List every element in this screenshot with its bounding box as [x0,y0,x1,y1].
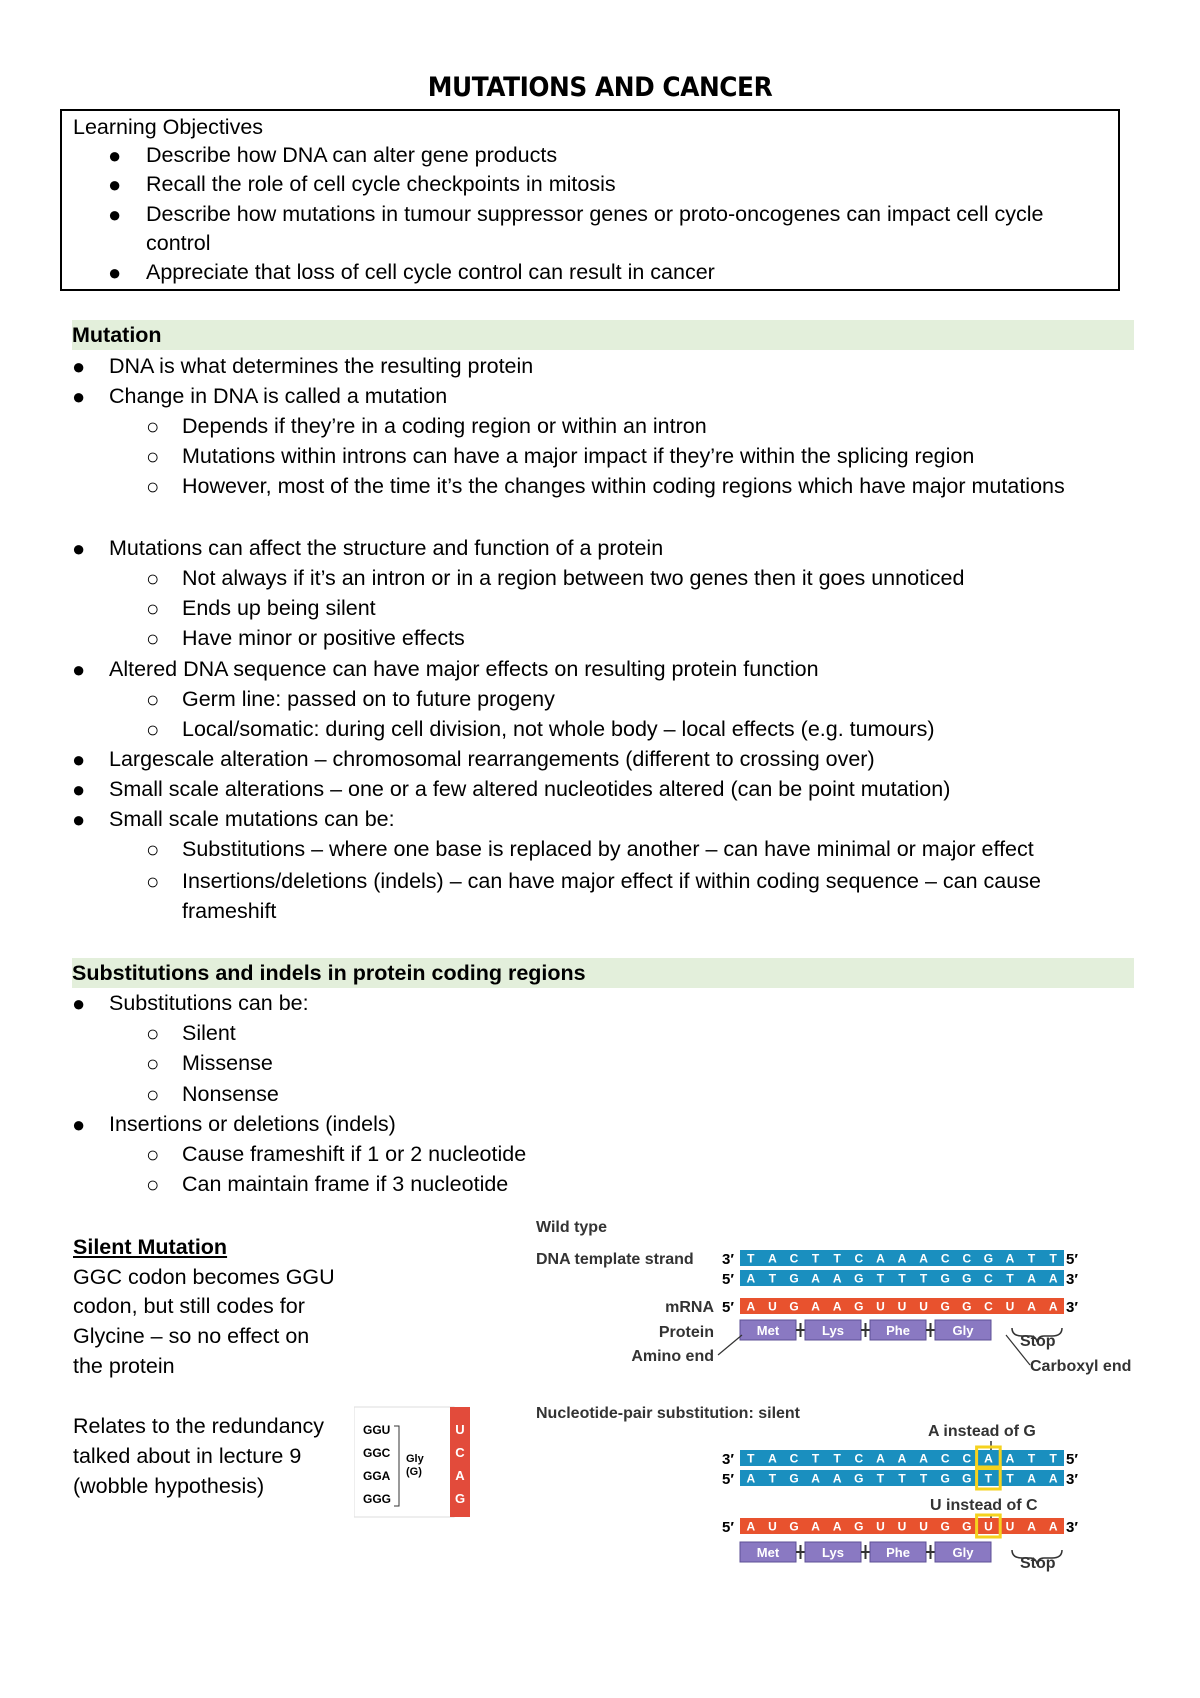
substitution-line: Missense [182,1051,273,1075]
sub-bullet-icon: ○ [146,869,160,894]
nucleotide-letter: T [1006,1271,1014,1286]
substitution-line: Insertions or deletions (indels) [109,1112,396,1136]
a-instead-label: A instead of G [928,1423,1036,1440]
nucleotide-letter: T [1049,1251,1057,1266]
mrna-label: mRNA [665,1299,714,1316]
silent-para-line: Glycine – so no effect on [73,1324,310,1348]
bullet-icon: ● [108,172,122,197]
nucleotide-letter: T [811,1251,820,1266]
bullet-icon: ● [72,991,86,1016]
nucleotide-letter: A [876,1251,885,1266]
nucleotide-letter: C [984,1299,993,1314]
nucleotide-letter: A [746,1299,756,1314]
nucleotide-letter: A [897,1451,907,1466]
nucleotide-letter: A [832,1519,842,1534]
nucleotide-letter: G [962,1471,972,1486]
substitution-line: Silent [182,1021,236,1045]
nucleotide-letter: U [768,1519,777,1534]
substitution-line: Nonsense [182,1082,279,1106]
amino-acid-label: Gly [952,1545,974,1560]
nucleotide-letter: U [1005,1299,1015,1314]
nucleotide-letter: A [1027,1471,1036,1486]
nucleotide-letter: T [811,1451,820,1466]
bullet-icon: ● [72,354,86,379]
codon-table-snippet [354,1404,470,1520]
substitution-title: Nucleotide-pair substitution: silent [536,1405,801,1422]
nucleotide-letter: A [1027,1271,1036,1286]
nucleotide-letter: G [940,1299,950,1314]
mutation-line: Mutations within introns can have a major impact if they’re within the splicing region [182,444,975,468]
nucleotide-letter: U [897,1519,907,1534]
nucleotide-letter: A [1005,1251,1015,1266]
amino-end-label: Amino end [631,1348,714,1365]
nucleotide-letter: T [898,1471,906,1486]
prime-label: 5′ [722,1271,734,1288]
nucleotide-letter: G [789,1271,799,1286]
nucleotide-letter: A [1027,1299,1036,1314]
sub-bullet-icon: ○ [146,687,160,712]
mut-coding-strand [740,1467,1064,1489]
nucleotide-letter: T [768,1471,777,1486]
nucleotide-letter: T [833,1451,841,1466]
nucleotide-letter: G [789,1299,799,1314]
nucleotide-letter: G [962,1519,972,1534]
nucleotide-letter: A [1027,1519,1036,1534]
sub-bullet-icon: ○ [146,717,160,742]
nucleotide-letter: G [854,1271,864,1286]
amino-acid-text: Gly [406,1453,424,1465]
bullet-icon: ● [108,143,122,168]
nucleotide-letter: A [768,1251,777,1266]
sub-bullet-icon: ○ [146,837,160,862]
wt-mrna-strand [740,1298,1064,1314]
nucleotide-letter: T [919,1271,928,1286]
nucleotide-letter: G [854,1299,864,1314]
nucleotide-letter: A [746,1471,756,1486]
nucleotide-letter: U [984,1519,993,1534]
sub-bullet-icon: ○ [146,1051,160,1076]
wt-template-strand [740,1250,1064,1266]
nucleotide-letter: A [1048,1519,1058,1534]
prime-label: 3′ [1066,1271,1078,1288]
amino-acid-label: Phe [886,1323,910,1338]
nucleotide-letter: G [789,1471,799,1486]
nucleotide-letter: T [1027,1451,1036,1466]
mutation-line: Substitutions – where one base is replaced by another – can have minimal or major effect [182,837,1034,861]
sub-bullet-icon: ○ [146,414,160,439]
nucleotide-letter: A [919,1451,928,1466]
nucleotide-letter: U [919,1519,928,1534]
nucleotide-letter: A [746,1519,756,1534]
wt-protein-chain [740,1320,991,1340]
mutation-line: Have minor or positive effects [182,626,465,650]
amino-acid-label: Lys [822,1545,844,1560]
amino-acid-label: Phe [886,1545,910,1560]
nucleotide-letter: U [768,1299,777,1314]
amino-acid-label: Met [756,1545,780,1560]
nucleotide-letter: A [1005,1451,1015,1466]
bullet-icon: ● [72,384,86,409]
sub-bullet-icon: ○ [146,1142,160,1167]
bullet-icon: ● [108,260,122,285]
objective-item: Recall the role of cell cycle checkpoints in mitosis [146,172,616,196]
sub-bullet-icon: ○ [146,444,160,469]
mutation-line: DNA is what determines the resulting protein [109,354,534,378]
nucleotide-letter: T [1027,1251,1036,1266]
page-title: MUTATIONS AND CANCER [427,72,773,103]
silent-para-line: talked about in lecture 9 [73,1444,302,1468]
nucleotide-letter: A [876,1451,885,1466]
nucleotide-letter: A [1048,1271,1058,1286]
stop-label: Stop [1020,1333,1056,1350]
nucleotide-letter: C [854,1251,864,1266]
silent-para-line: Relates to the redundancy [73,1414,324,1438]
base-letter: G [454,1491,466,1506]
nucleotide-letter: G [940,1519,950,1534]
codon-text: GGU [363,1423,391,1437]
nucleotide-letter: T [984,1471,993,1486]
prime-label: 3′ [722,1451,734,1468]
mut-protein-chain [740,1542,991,1562]
nucleotide-letter: A [811,1519,820,1534]
silent-para-line: codon, but still codes for [73,1294,305,1318]
sub-bullet-icon: ○ [146,1172,160,1197]
mutation-line: Germ line: passed on to future progeny [182,687,555,711]
mutation-line: Small scale mutations can be: [109,807,395,831]
objective-item: Describe how mutations in tumour suppressor genes or proto-oncogenes can impact cell cycle [146,202,1044,226]
nucleotide-letter: G [940,1271,950,1286]
objective-item: Appreciate that loss of cell cycle control can result in cancer [146,260,715,284]
amino-acid-label: Lys [822,1323,844,1338]
mutation-line: Local/somatic: during cell division, not whole body – local effects (e.g. tumours) [182,717,935,741]
nucleotide-letter: A [984,1451,993,1466]
substitution-line: Can maintain frame if 3 nucleotide [182,1172,509,1196]
base-letter: A [455,1468,465,1483]
nucleotide-letter: A [897,1251,907,1266]
nucleotide-letter: C [940,1251,950,1266]
mut-mrna-strand [740,1515,1064,1537]
section-heading-substitutions: Substitutions and indels in protein coding regions [72,958,1134,988]
mutation-line: Not always if it’s an intron or in a region between two genes then it goes unnoticed [182,566,965,590]
sub-bullet-icon: ○ [146,1082,160,1107]
carboxyl-end-label: Carboxyl end [1030,1358,1132,1375]
nucleotide-letter: A [832,1471,842,1486]
nucleotide-letter: U [919,1299,928,1314]
nucleotide-letter: G [789,1519,799,1534]
bullet-icon: ● [72,657,86,682]
sub-bullet-icon: ○ [146,474,160,499]
nucleotide-letter: A [811,1271,820,1286]
nucleotide-letter: T [898,1271,906,1286]
prime-label: 3′ [722,1251,734,1268]
sub-bullet-icon: ○ [146,596,160,621]
nucleotide-letter: C [789,1451,799,1466]
nucleotide-letter: T [747,1251,755,1266]
nucleotide-letter: C [962,1251,972,1266]
bullet-icon: ● [72,536,86,561]
mutation-line-cont: frameshift [182,899,277,923]
nucleotide-letter: A [768,1451,777,1466]
mutation-line: Change in DNA is called a mutation [109,384,448,408]
nucleotide-letter: G [983,1251,994,1266]
protein-label: Protein [658,1324,714,1341]
prime-label: 5′ [1066,1451,1078,1468]
u-instead-label: U instead of C [930,1497,1038,1514]
mutation-line: Insertions/deletions (indels) – can have major effect if within coding sequence – can cause [182,869,1041,893]
nucleotide-letter: T [768,1271,777,1286]
base-letter: U [455,1422,465,1437]
prime-label: 3′ [1066,1471,1078,1488]
sub-bullet-icon: ○ [146,1021,160,1046]
mut-template-strand [740,1447,1064,1469]
mutation-figure [530,1212,1150,1592]
nucleotide-letter: U [897,1299,907,1314]
mutation-line: Mutations can affect the structure and function of a protein [109,536,664,560]
silent-para-line: GGC codon becomes GGU [73,1265,335,1289]
codon-text: GGC [363,1446,391,1460]
prime-label: 5′ [722,1471,734,1488]
mutation-line: Small scale alterations – one or a few altered nucleotides altered (can be point mutation) [109,777,951,801]
nucleotide-letter: U [1005,1519,1015,1534]
nucleotide-letter: C [789,1251,799,1266]
nucleotide-letter: A [832,1271,842,1286]
mutation-line: However, most of the time it’s the changes within coding regions which have major mutations [182,474,1065,498]
nucleotide-letter: C [962,1451,972,1466]
nucleotide-letter: G [854,1471,864,1486]
bullet-icon: ● [72,1112,86,1137]
mutation-line: Ends up being silent [182,596,376,620]
nucleotide-letter: C [940,1451,950,1466]
nucleotide-letter: A [811,1471,820,1486]
nucleotide-letter: T [747,1451,755,1466]
bullet-icon: ● [72,777,86,802]
nucleotide-letter: G [962,1271,972,1286]
nucleotide-letter: T [1049,1451,1057,1466]
prime-label: 5′ [1066,1251,1078,1268]
nucleotide-letter: C [984,1271,993,1286]
prime-label: 3′ [1066,1519,1078,1536]
base-letter: C [455,1445,465,1460]
mutation-line: Largescale alteration – chromosomal rearrangements (different to crossing over) [109,747,875,771]
nucleotide-letter: U [876,1299,885,1314]
nucleotide-letter: C [854,1451,864,1466]
silent-para-line: (wobble hypothesis) [73,1474,265,1498]
mutation-line: Depends if they’re in a coding region or within an intron [182,414,707,438]
sub-bullet-icon: ○ [146,626,160,651]
nucleotide-letter: A [832,1299,842,1314]
stop-label: Stop [1020,1555,1056,1572]
amino-end-pointer [718,1335,742,1355]
substitution-line: Substitutions can be: [109,991,309,1015]
silent-mutation-heading: Silent Mutation [73,1235,228,1259]
bullet-icon: ● [72,747,86,772]
objective-item-cont: control [146,231,211,255]
section-heading-mutation: Mutation [72,320,1134,350]
nucleotide-letter: U [876,1519,885,1534]
nucleotide-letter: T [833,1251,841,1266]
amino-acid-label: Gly [952,1323,974,1338]
nucleotide-letter: A [919,1251,928,1266]
prime-label: 3′ [1066,1299,1078,1316]
nucleotide-letter: T [1006,1471,1014,1486]
nucleotide-letter: G [940,1471,950,1486]
codon-text: GGG [363,1492,392,1506]
nucleotide-letter: A [746,1271,756,1286]
mutation-line: Altered DNA sequence can have major effects on resulting protein function [109,657,819,681]
nucleotide-letter: T [876,1471,885,1486]
dna-template-label: DNA template strand [536,1251,694,1268]
nucleotide-letter: T [919,1471,928,1486]
nucleotide-letter: T [876,1271,885,1286]
substitution-line: Cause frameshift if 1 or 2 nucleotide [182,1142,527,1166]
amino-abbr-text: (G) [406,1466,422,1478]
prime-label: 5′ [722,1299,734,1316]
bullet-icon: ● [72,807,86,832]
nucleotide-letter: A [1048,1471,1058,1486]
wild-type-label: Wild type [536,1219,607,1236]
amino-acid-label: Met [756,1323,780,1338]
nucleotide-letter: A [811,1299,820,1314]
objectives-heading: Learning Objectives [73,115,264,139]
codon-text: GGA [363,1469,391,1483]
sub-bullet-icon: ○ [146,566,160,591]
wt-coding-strand [740,1270,1064,1286]
nucleotide-letter: G [962,1299,972,1314]
nucleotide-letter: A [1048,1299,1058,1314]
prime-label: 5′ [722,1519,734,1536]
silent-para-line: the protein [73,1354,175,1378]
nucleotide-letter: G [854,1519,864,1534]
bullet-icon: ● [108,202,122,227]
objective-item: Describe how DNA can alter gene products [146,143,558,167]
